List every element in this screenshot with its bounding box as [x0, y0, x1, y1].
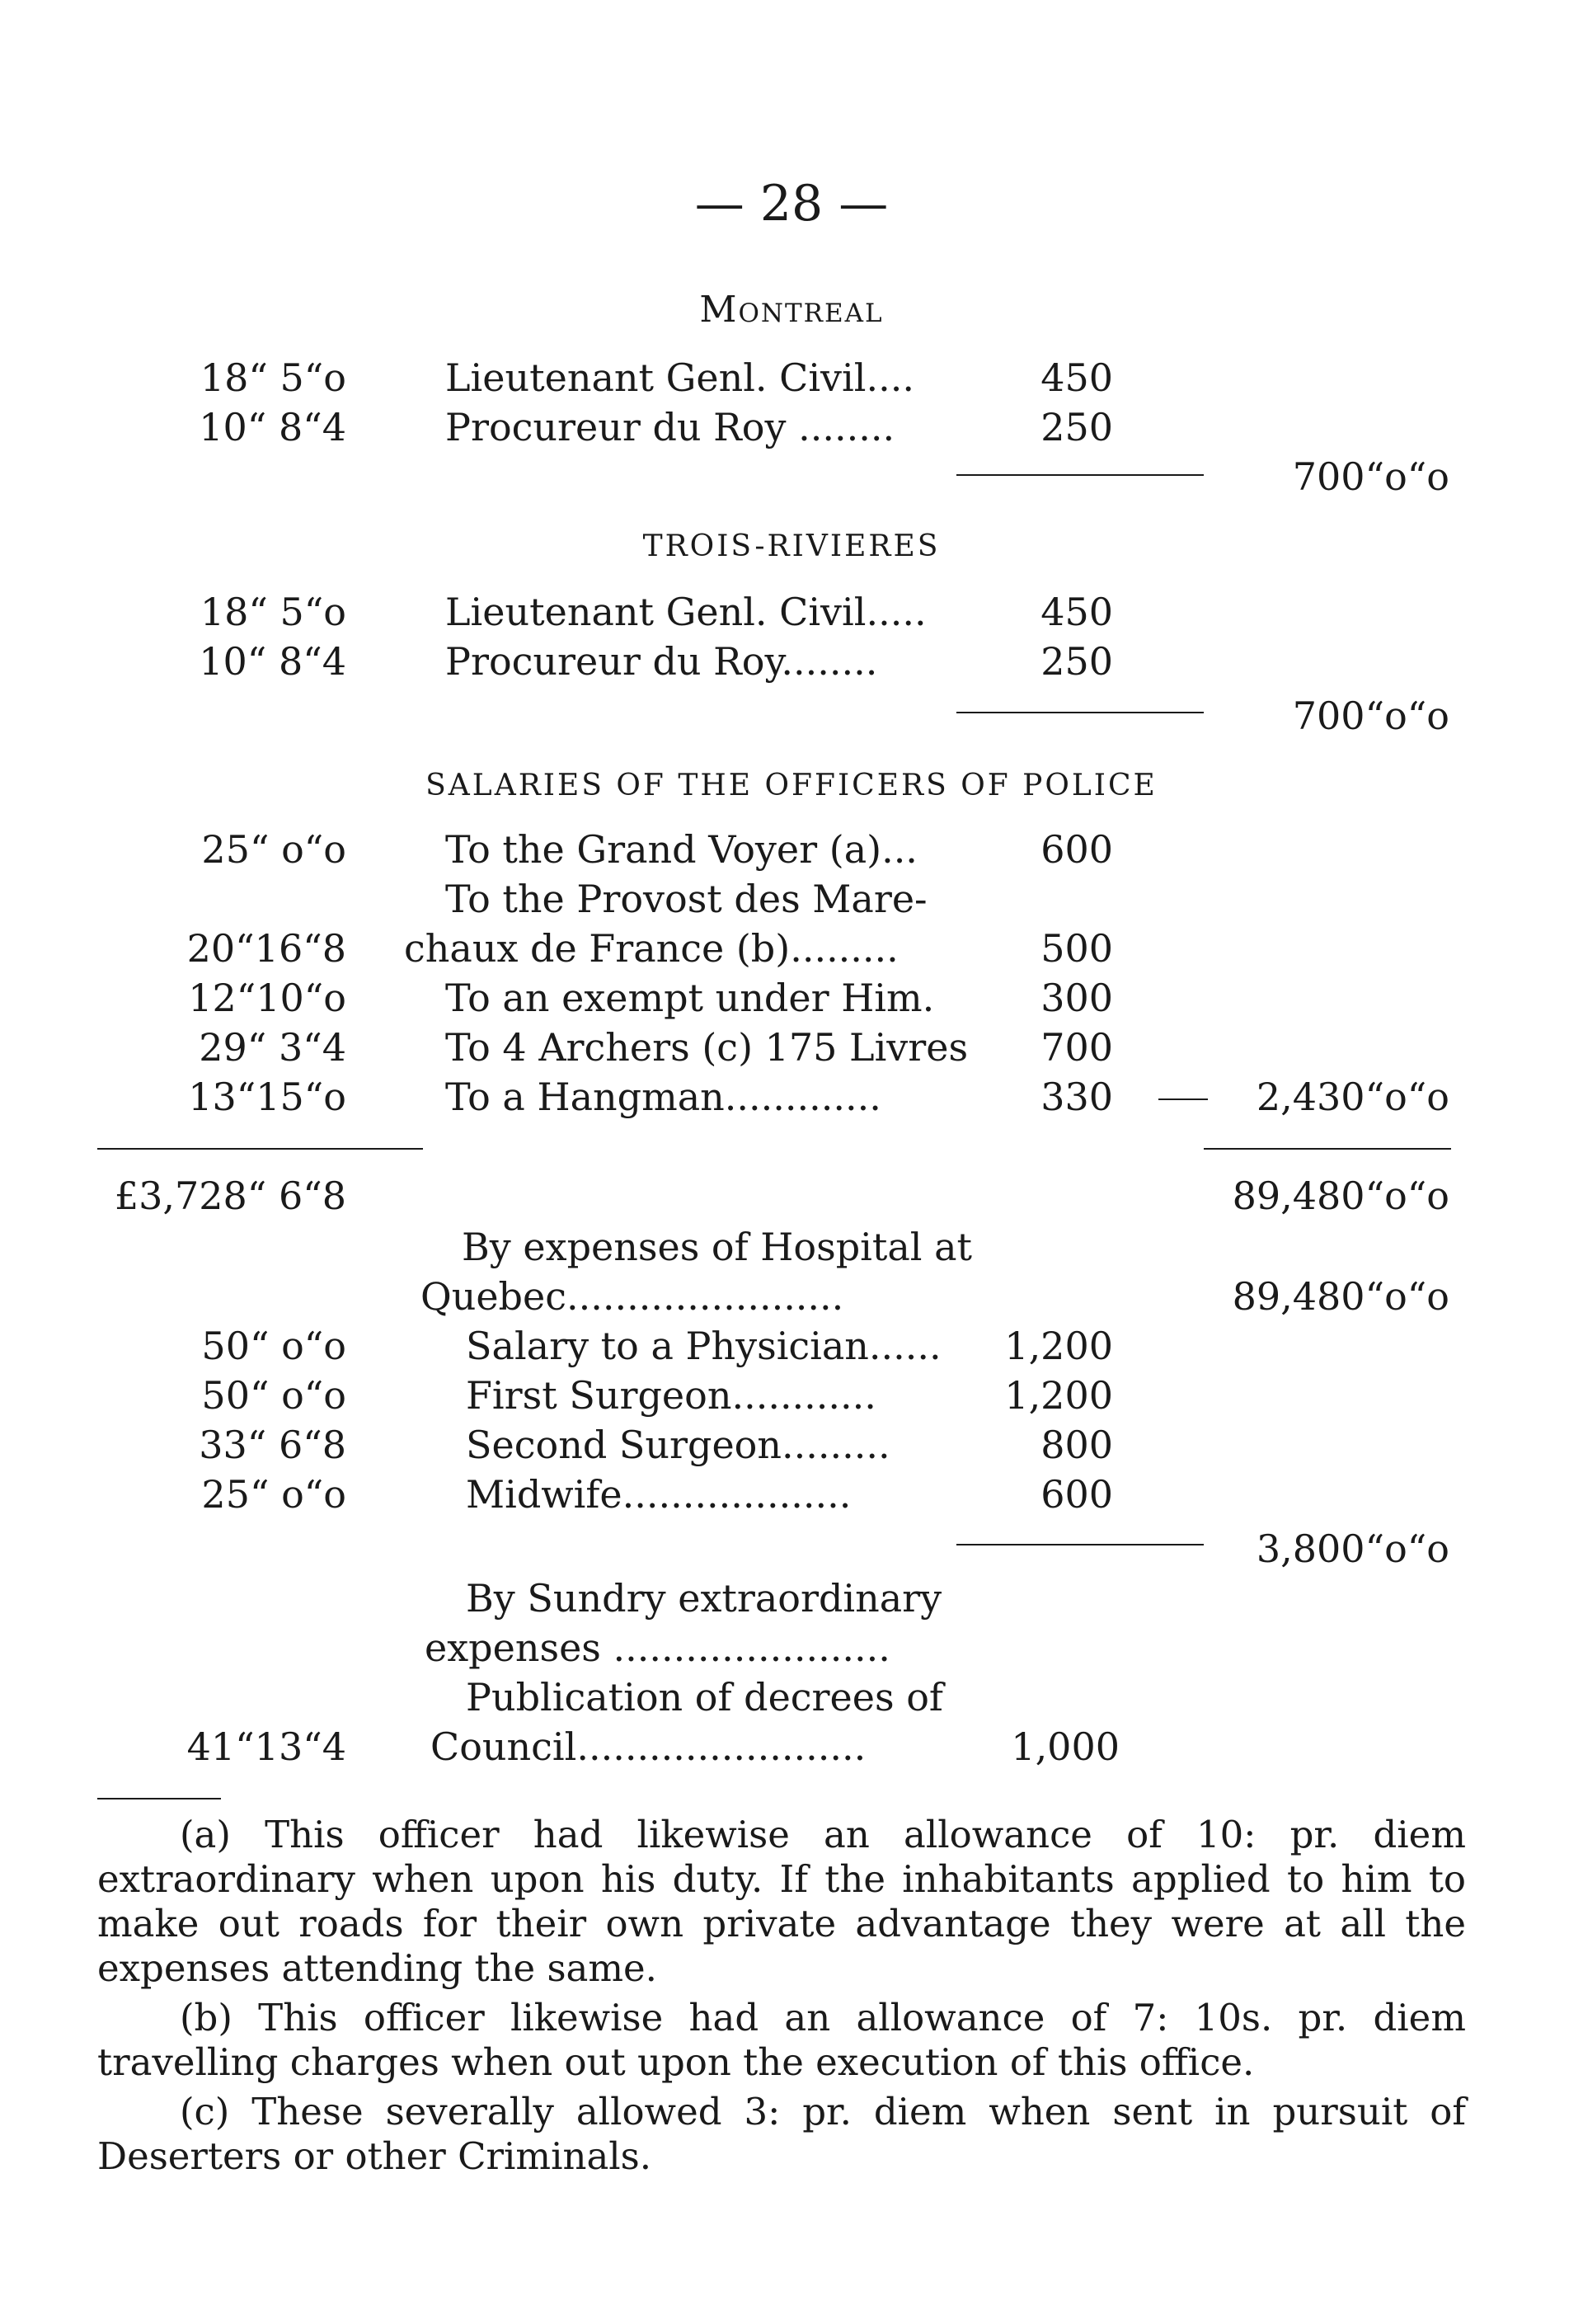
entry-description: Midwife...................	[466, 1472, 852, 1517]
livres-value: 450	[1040, 590, 1113, 634]
livres-value: 500	[1040, 926, 1113, 971]
section-total: 3,800“o“o	[1256, 1527, 1449, 1571]
sterling-value: 18“ 5“o	[200, 590, 346, 634]
livres-value: 600	[1040, 827, 1113, 872]
entry-description: Salary to a Physician......	[466, 1324, 942, 1368]
livres-value: 300	[1040, 976, 1113, 1020]
footnote-b: (b) This officer likewise had an allowance of 7: 10s. pr. diem travelling charges when out upon the execution of this office.	[97, 1996, 1466, 2084]
section-total: 2,430“o“o	[1256, 1075, 1449, 1119]
sterling-value: 25“ o“o	[201, 827, 346, 872]
section-total: 700“o“o	[1292, 694, 1449, 738]
entry-description: Procureur du Roy ........	[445, 405, 895, 449]
livres-value: 250	[1040, 639, 1113, 684]
subtotal-rule-left	[97, 1148, 423, 1150]
entry-description: To an exempt under Him.	[445, 976, 935, 1020]
sterling-value: 18“ 5“o	[200, 355, 346, 400]
livres-value: 450	[1040, 355, 1113, 400]
sterling-value: 29“ 3“4	[199, 1025, 346, 1070]
entry-description: chaux de France (b).........	[404, 926, 899, 971]
sum-rule	[956, 474, 1204, 476]
entry-description: Second Surgeon.........	[466, 1423, 890, 1467]
subtotal-rule-right	[1204, 1148, 1451, 1150]
sterling-value: 10“ 8“4	[199, 405, 346, 449]
sterling-value: 33“ 6“8	[199, 1423, 346, 1467]
footnote-a: (a) This officer had likewise an allowance of 10: pr. diem extraordinary when upon his duty. If the inhabitants applied to him to make out roads for their own private advantage they were at all the expenses attending the same.	[97, 1813, 1466, 1990]
sundry-line: expenses .......................	[425, 1625, 890, 1670]
page-number: — 28 —	[694, 175, 889, 233]
sterling-value: 50“ o“o	[201, 1324, 346, 1368]
entry-description: To 4 Archers (c) 175 Livres	[445, 1025, 969, 1070]
section-heading-police: SALARIES OF THE OFFICERS OF POLICE	[425, 769, 1158, 802]
leader-rule	[1158, 1098, 1208, 1100]
section-heading-trois-rivieres: TROIS-RIVIERES	[642, 529, 941, 563]
footnotes	[97, 1813, 1466, 2184]
livres-value: 250	[1040, 405, 1113, 449]
entry-description: To a Hangman.............	[445, 1075, 881, 1119]
sundry-line: Publication of decrees of	[466, 1675, 943, 1719]
sterling-value: 10“ 8“4	[199, 639, 346, 684]
sum-rule	[956, 712, 1204, 713]
entry-description: First Surgeon............	[466, 1373, 876, 1418]
sum-rule	[956, 1544, 1204, 1545]
sterling-value: 20“16“8	[186, 926, 346, 971]
hospital-intro-total: 89,480“o“o	[1232, 1274, 1449, 1319]
livres-value: 700	[1040, 1025, 1113, 1070]
subtotal-sterling: £3,728“ 6“8	[114, 1174, 346, 1218]
section-total: 700“o“o	[1292, 454, 1449, 499]
livres-value: 600	[1040, 1472, 1113, 1517]
livres-value: 800	[1040, 1423, 1113, 1467]
footnote-c: (c) These severally allowed 3: pr. diem when sent in pursuit of Deserters or other Criminals.	[97, 2090, 1466, 2178]
livres-value: 1,000	[1011, 1724, 1120, 1769]
hospital-intro: By expenses of Hospital at	[462, 1225, 973, 1269]
livres-value: 1,200	[1004, 1373, 1113, 1418]
entry-description: Procureur du Roy........	[445, 639, 878, 684]
entry-description: Lieutenant Genl. Civil.....	[445, 590, 927, 634]
sterling-value: 13“15“o	[188, 1075, 346, 1119]
sundry-line: By Sundry extraordinary	[466, 1576, 942, 1621]
sundry-line: Council........................	[430, 1724, 867, 1769]
section-heading-montreal: Montreal	[699, 289, 884, 331]
entry-description: To the Provost des Mare-	[445, 877, 928, 921]
subtotal-total: 89,480“o“o	[1232, 1174, 1449, 1218]
sterling-value: 50“ o“o	[201, 1373, 346, 1418]
sterling-value: 25“ o“o	[201, 1472, 346, 1517]
hospital-intro-line2: Quebec.......................	[420, 1274, 844, 1319]
footnote-rule	[97, 1798, 221, 1799]
sterling-value: 41“13“4	[186, 1724, 346, 1769]
livres-value: 330	[1040, 1075, 1113, 1119]
livres-value: 1,200	[1004, 1324, 1113, 1368]
entry-description: To the Grand Voyer (a)...	[445, 827, 918, 872]
entry-description: Lieutenant Genl. Civil....	[445, 355, 914, 400]
sterling-value: 12“10“o	[188, 976, 346, 1020]
